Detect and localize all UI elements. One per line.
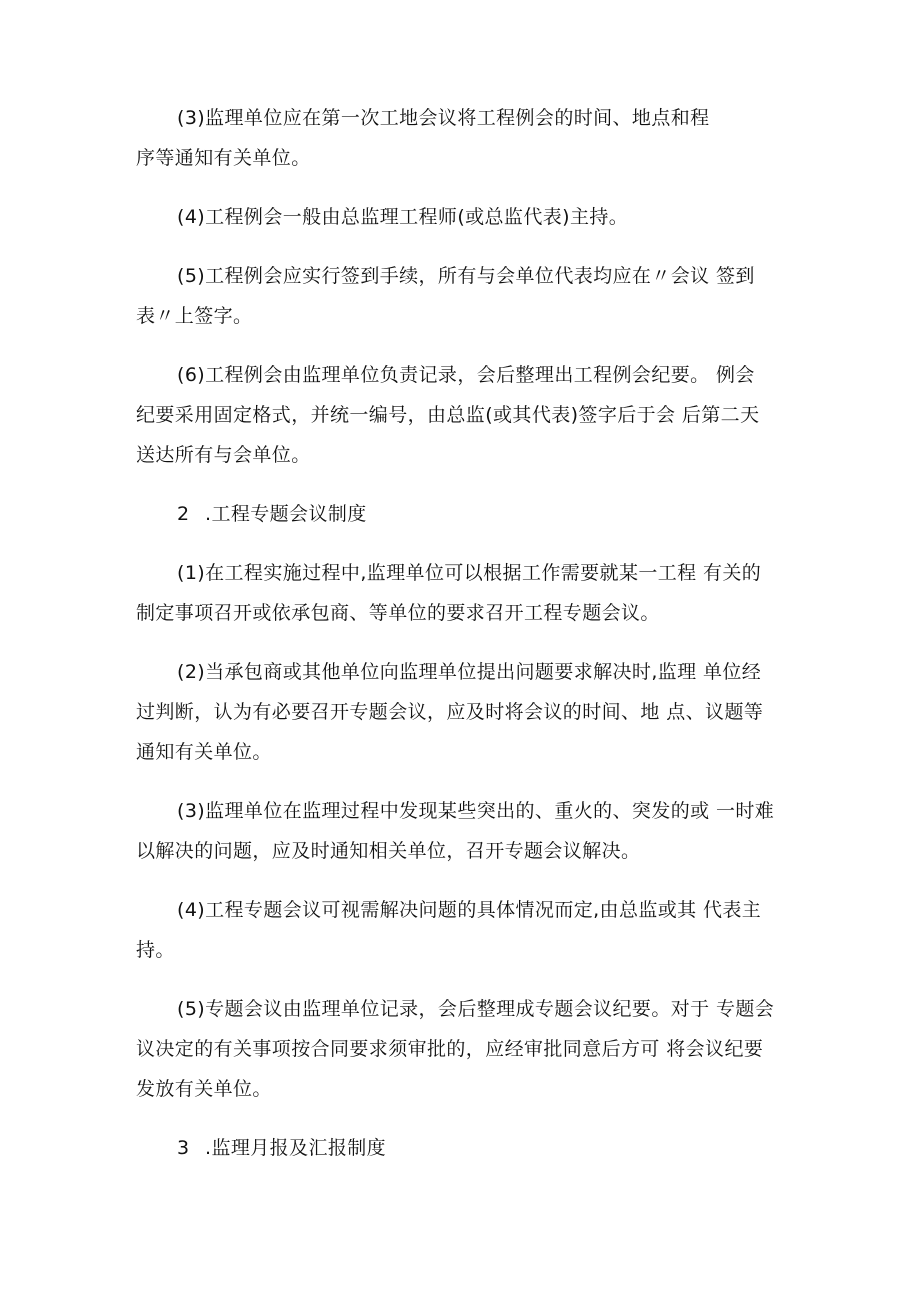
paragraph-5 xyxy=(136,256,792,336)
paragraph-line: (1)在工程实施过程中,监理单位可以根据工作需要就某一工程 有关的 xyxy=(177,562,762,584)
paragraph-4 xyxy=(136,197,792,237)
section2-paragraph-3 xyxy=(136,791,792,871)
paragraph-line: (2)当承包商或其他单位向监理单位提出问题要求解决时,监理 单位经 xyxy=(177,661,762,683)
paragraph-line: (5)专题会议由监理单位记录，会后整理成专题会议纪要。对于 专题会 xyxy=(177,998,775,1020)
paragraph-line: 纪要采用固定格式，并统一编号，由总监(或其代表)签字后于会 后第二天 xyxy=(136,404,760,426)
paragraph-6 xyxy=(136,355,792,475)
paragraph-line: (4)工程专题会议可视需解决问题的具体情况而定,由总监或其 代表主 xyxy=(177,899,762,921)
paragraph-line: 送达所有与会单位。 xyxy=(136,444,311,466)
paragraph-line: 序等通知有关单位。 xyxy=(136,147,311,169)
paragraph-line: (5)工程例会应实行签到手续，所有与会单位代表均应在〃会议 签到 xyxy=(177,265,755,287)
section2-paragraph-1 xyxy=(136,553,792,633)
paragraph-line: 发放有关单位。 xyxy=(136,1078,272,1100)
paragraph-line: (3)监理单位在监理过程中发现某些突出的、重火的、突发的或 一时难 xyxy=(177,800,775,822)
section2-paragraph-2 xyxy=(136,652,792,772)
paragraph-line: (3)监理单位应在第一次工地会议将工程例会的时间、地点和程 xyxy=(177,107,710,129)
paragraph-line: 表〃上签字。 xyxy=(136,305,253,327)
section-title: .监理月报及汇报制度 xyxy=(205,1137,387,1159)
paragraph-3 xyxy=(136,98,792,178)
paragraph-line: 通知有关单位。 xyxy=(136,741,272,763)
section2-paragraph-5 xyxy=(136,989,792,1109)
paragraph-line: (4)工程例会一般由总监理工程师(或总监代表)主持。 xyxy=(177,206,629,228)
paragraph-line: 以解决的问题，应及时通知相关单位，召开专题会议解决。 xyxy=(136,840,641,862)
document-body xyxy=(136,98,792,1187)
paragraph-line: (6)工程例会由监理单位负责记录，会后整理出工程例会纪要。 例会 xyxy=(177,364,755,386)
paragraph-line: 议决定的有关事项按合同要求须审批的，应经审批同意后方可 将会议纪要 xyxy=(136,1038,764,1060)
section-number: 3 xyxy=(177,1137,190,1159)
section-heading-2 xyxy=(136,494,792,534)
section-heading-3 xyxy=(136,1128,792,1168)
section-number: 2 xyxy=(177,503,190,525)
paragraph-line: 制定事项召开或依承包商、等单位的要求召开工程专题会议。 xyxy=(136,602,660,624)
section-title: .工程专题会议制度 xyxy=(205,503,367,525)
section2-paragraph-4 xyxy=(136,890,792,970)
paragraph-line: 持。 xyxy=(136,939,175,961)
paragraph-line: 过判断，认为有必要召开专题会议，应及时将会议的时间、地 点、议题等 xyxy=(136,701,764,723)
